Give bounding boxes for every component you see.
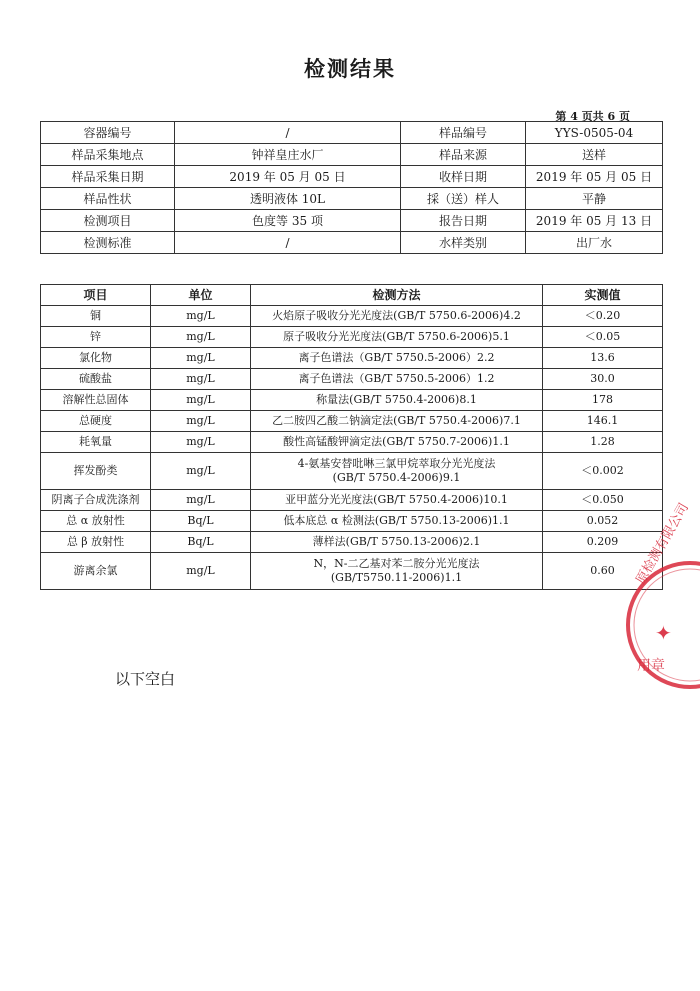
info-row (41, 122, 663, 144)
unit-cell: mg/L (151, 411, 251, 432)
info-row (41, 166, 663, 188)
method-line: (GB/T5750.11-2006)1.1 (330, 571, 463, 584)
method-line: 离子色谱法（GB/T 5750.5-2006）2.2 (298, 351, 495, 364)
info-label: 水样类别 (401, 232, 526, 254)
info-label: 检测标准 (41, 232, 175, 254)
table-row (41, 511, 663, 532)
table-row (41, 553, 663, 590)
table-row (41, 490, 663, 511)
results-header-row (41, 285, 663, 306)
info-label: 检测项目 (41, 210, 175, 232)
info-label: 收样日期 (401, 166, 526, 188)
info-value: 送样 (526, 144, 663, 166)
table-row (41, 453, 663, 490)
info-row (41, 232, 663, 254)
blank-note: 以下空白 (115, 670, 176, 688)
table-row (41, 306, 663, 327)
info-label: 样品编号 (401, 122, 526, 144)
method-line: 原子吸收分光光度法(GB/T 5750.6-2006)5.1 (283, 330, 510, 343)
svg-text:原检测有限公司: 原检测有限公司 (633, 500, 692, 587)
page-number: 第 4 页共 6 页 (555, 110, 630, 123)
method-cell (251, 511, 543, 532)
info-value: / (175, 122, 401, 144)
column-header: 单位 (151, 285, 251, 306)
results-body (41, 306, 663, 590)
method-line: 亚甲蓝分光光度法(GB/T 5750.4-2006)10.1 (285, 493, 508, 506)
value-cell: 0.209 (543, 532, 663, 553)
value-cell: 1.28 (543, 432, 663, 453)
item-cell: 游离余氯 (41, 553, 151, 590)
unit-cell: mg/L (151, 306, 251, 327)
value-cell: 0.60 (543, 553, 663, 590)
method-cell (251, 411, 543, 432)
info-value: 2019 年 05 月 05 日 (526, 166, 663, 188)
info-row (41, 210, 663, 232)
value-cell: ＜0.05 (543, 327, 663, 348)
item-cell: 溶解性总固体 (41, 390, 151, 411)
unit-cell: mg/L (151, 490, 251, 511)
method-line: 酸性高锰酸钾滴定法(GB/T 5750.7-2006)1.1 (283, 435, 510, 448)
info-label: 样品来源 (401, 144, 526, 166)
table-row (41, 390, 663, 411)
unit-cell: mg/L (151, 348, 251, 369)
unit-cell: mg/L (151, 390, 251, 411)
table-row (41, 432, 663, 453)
unit-cell: mg/L (151, 327, 251, 348)
column-header: 实测值 (543, 285, 663, 306)
info-value: 平静 (526, 188, 663, 210)
method-line: 火焰原子吸收分光光度法(GB/T 5750.6-2006)4.2 (272, 309, 521, 322)
method-line: 低本底总 α 检测法(GB/T 5750.13-2006)1.1 (283, 514, 510, 527)
method-line: 称量法(GB/T 5750.4-2006)8.1 (316, 393, 477, 406)
item-cell: 阴离子合成洗涤剂 (41, 490, 151, 511)
column-header: 项目 (41, 285, 151, 306)
item-cell: 硫酸盐 (41, 369, 151, 390)
method-line: (GB/T 5750.4-2006)9.1 (332, 471, 461, 484)
item-cell: 铜 (41, 306, 151, 327)
item-cell: 总硬度 (41, 411, 151, 432)
method-line: 离子色谱法（GB/T 5750.5-2006）1.2 (298, 372, 495, 385)
unit-cell: mg/L (151, 453, 251, 490)
info-value: YYS-0505-04 (526, 122, 663, 144)
sample-info-table (40, 121, 663, 254)
info-value: 2019 年 05 月 13 日 (526, 210, 663, 232)
value-cell: ＜0.050 (543, 490, 663, 511)
item-cell: 总 α 放射性 (41, 511, 151, 532)
item-cell: 挥发酚类 (41, 453, 151, 490)
value-cell: 178 (543, 390, 663, 411)
item-cell: 氯化物 (41, 348, 151, 369)
method-cell (251, 369, 543, 390)
info-value: 2019 年 05 月 05 日 (175, 166, 401, 188)
method-cell (251, 490, 543, 511)
value-cell: 0.052 (543, 511, 663, 532)
unit-cell: Bq/L (151, 532, 251, 553)
value-cell: ＜0.20 (543, 306, 663, 327)
info-value: 色度等 35 项 (175, 210, 401, 232)
official-seal (615, 500, 700, 695)
item-cell: 耗氧量 (41, 432, 151, 453)
unit-cell: Bq/L (151, 511, 251, 532)
unit-cell: mg/L (151, 369, 251, 390)
table-row (41, 327, 663, 348)
info-value: 出厂水 (526, 232, 663, 254)
info-value: 透明液体 10L (175, 188, 401, 210)
table-row (41, 411, 663, 432)
value-cell: 30.0 (543, 369, 663, 390)
svg-text:用章: 用章 (637, 658, 665, 674)
info-label: 採（送）样人 (401, 188, 526, 210)
method-cell (251, 327, 543, 348)
method-cell (251, 348, 543, 369)
table-row (41, 348, 663, 369)
value-cell: 146.1 (543, 411, 663, 432)
method-cell (251, 453, 543, 490)
unit-cell: mg/L (151, 432, 251, 453)
info-value: 钟祥皇庄水厂 (175, 144, 401, 166)
info-value: / (175, 232, 401, 254)
info-row (41, 144, 663, 166)
table-row (41, 369, 663, 390)
method-cell (251, 553, 543, 590)
value-cell: ＜0.002 (543, 453, 663, 490)
info-label: 样品采集地点 (41, 144, 175, 166)
method-cell (251, 390, 543, 411)
table-row (41, 532, 663, 553)
item-cell: 总 β 放射性 (41, 532, 151, 553)
method-line: 薄样法(GB/T 5750.13-2006)2.1 (312, 535, 481, 548)
info-label: 样品性状 (41, 188, 175, 210)
info-label: 样品采集日期 (41, 166, 175, 188)
method-cell (251, 432, 543, 453)
info-row (41, 188, 663, 210)
info-label: 报告日期 (401, 210, 526, 232)
method-cell (251, 532, 543, 553)
unit-cell: mg/L (151, 553, 251, 590)
column-header: 检测方法 (251, 285, 543, 306)
item-cell: 锌 (41, 327, 151, 348)
info-label: 容器编号 (41, 122, 175, 144)
value-cell: 13.6 (543, 348, 663, 369)
page-title: 检测结果 (304, 57, 396, 81)
method-line: N，N-二乙基对苯二胺分光光度法 (313, 557, 480, 570)
method-cell (251, 306, 543, 327)
method-line: 乙二胺四乙酸二钠滴定法(GB/T 5750.4-2006)7.1 (272, 414, 521, 427)
method-line: 4-氨基安替吡啉三氯甲烷萃取分光光度法 (297, 457, 496, 470)
results-table (40, 284, 663, 590)
svg-text:✦: ✦ (655, 621, 672, 645)
